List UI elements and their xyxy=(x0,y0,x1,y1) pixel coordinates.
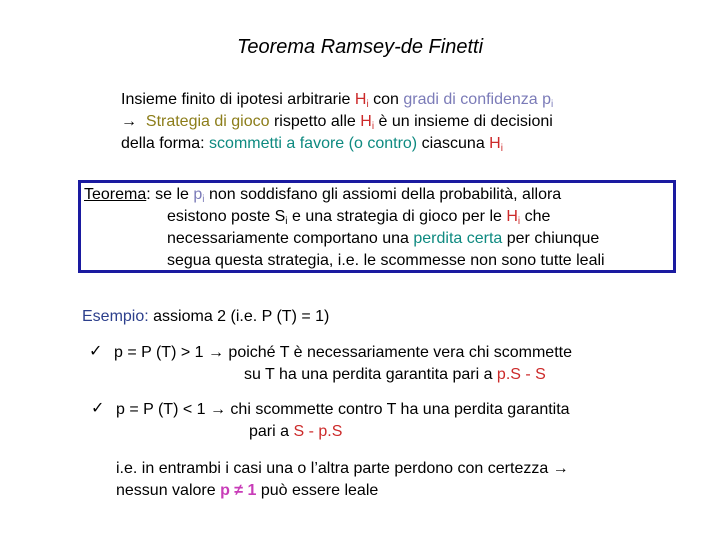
conclusion-line-1: i.e. in entrambi i casi una o l’altra parte perdono con certezza → xyxy=(116,460,569,477)
bullet-2-line-1: p = P (T) < 1 → chi scommette contro T ha una perdita garantita xyxy=(116,401,570,418)
conclusion-line-2: nessun valore p ≠ 1 può essere leale xyxy=(116,482,379,499)
theorem-line-4: segua questa strategia, i.e. le scommesse non sono tutte leali xyxy=(167,252,605,269)
intro-line-2: → Strategia di gioco rispetto alle $H_i$ è un insieme di decisioni xyxy=(121,113,553,132)
theorem-line-2: esistono poste $S_i$ e una strategia di gioco per le $H_i$ che xyxy=(167,208,551,227)
theorem-line-1: Teorema: se le $p_i$ non soddisfano gli assiomi della probabilità, allora xyxy=(84,186,562,205)
arrow-icon: → xyxy=(121,113,137,130)
page-title: Teorema Ramsey-de Finetti xyxy=(236,36,484,58)
checkmark-icon: ✓ xyxy=(91,398,105,417)
example-label: Esempio: xyxy=(82,308,149,325)
bullet-1-line-1: p = P (T) > 1 → poiché T è necessariamente vera chi scommette xyxy=(114,344,572,361)
theorem-label: Teorema xyxy=(84,186,147,203)
bullet-2-line-2: pari a S - p.S xyxy=(249,423,343,440)
intro-line-3: della forma: scommetti a favore (o contro) ciascuna $H_i$ xyxy=(121,135,503,154)
bullet-1-line-2: su T ha una perdita garantita pari a p.S - S xyxy=(244,366,546,383)
checkmark-icon: ✓ xyxy=(89,341,103,360)
intro-line-1: Insieme finito di ipotesi arbitrarie $H_i$ con gradi di confidenza $p_i$ xyxy=(121,91,554,110)
theorem-line-3: necessariamente comportano una perdita certa per chiunque xyxy=(167,230,600,247)
example-line: Esempio: assioma 2 (i.e. P (T) = 1) xyxy=(82,308,330,325)
